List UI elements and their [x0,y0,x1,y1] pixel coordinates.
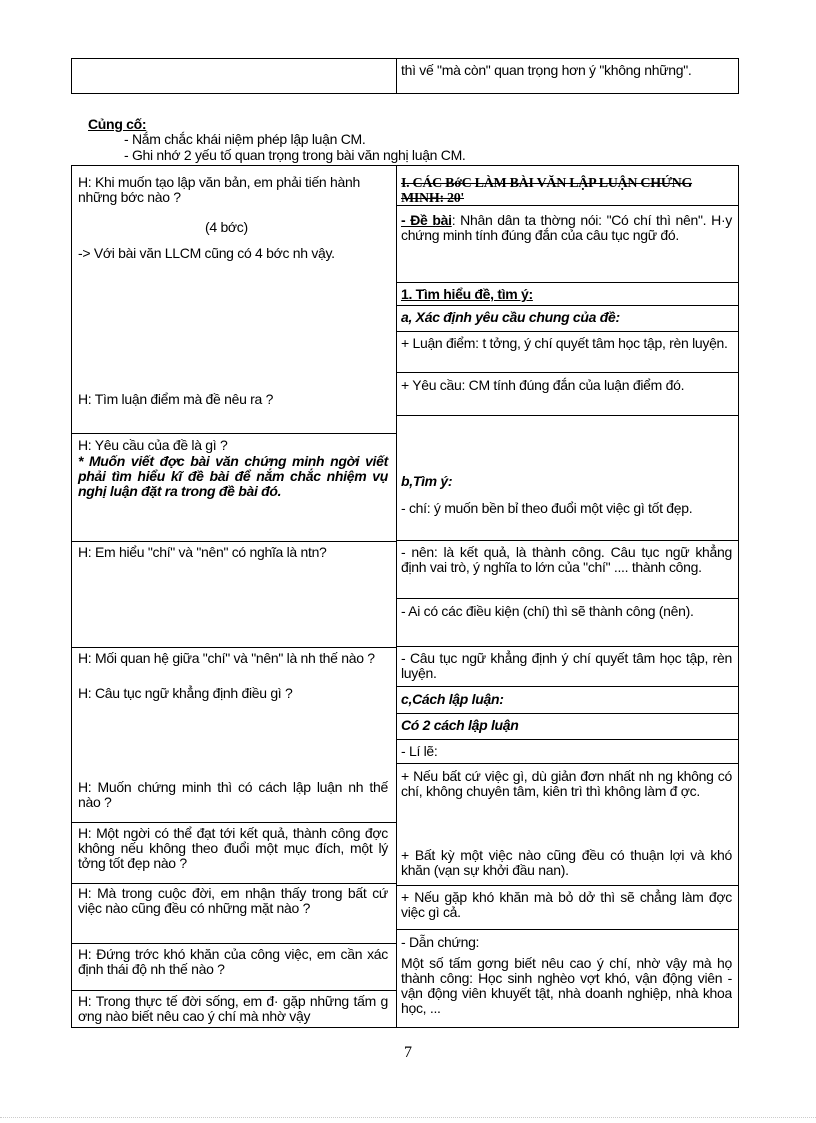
right-row-line [396,646,739,647]
right-row-line [396,305,739,306]
left-q2: H: Tìm luận điểm mà đề nêu ra ? [78,391,274,407]
right-li-le: - Lí lẽ: [401,743,438,759]
right-de-bai [401,213,732,243]
page-bottom-divider [0,1117,816,1118]
right-heading: I. CÁC BớC LÀM BÀI VĂN LẬP LUẬN CHỨNG MINH: 20' [401,176,693,206]
left-row-line [71,943,396,944]
right-co2: Có 2 cách lập luận [401,717,519,733]
right-row-line [396,929,739,930]
left-row-line [71,541,396,542]
page-number: 7 [404,1044,412,1061]
main-table-divider [396,165,397,1028]
right-row-line [396,331,739,332]
right-dan-chung: - Dẫn chứng: [401,934,480,950]
right-row-line [396,598,739,599]
left-q8: H: Một ngời có thể đạt tới kết quả, thành công đợc không nếu không theo đuổi một mục đích, một lý tởng tốt đẹp nào ? [78,825,388,871]
right-row-line [396,686,739,687]
cung-co-item-2: - Ghi nhớ 2 yếu tố quan trọng trong bài văn nghị luận CM. [124,148,466,163]
left-row-line [71,433,396,434]
left-q4: H: Em hiểu "chí" và "nên" có nghĩa là ntn? [78,544,327,560]
cung-co-item-1: - Nắm chắc khái niệm phép lập luận CM. [124,131,366,147]
right-s1: 1. Tìm hiểu đề, tìm ý: [401,286,533,302]
right-chi: - chí: ý muốn bền bỉ theo đuổi một việc gì tốt đẹp. [401,500,693,516]
top-table-right-cell: thì vế "mà còn" quan trọng hơn ý "không những". [401,63,692,78]
right-s1b: b,Tìm ý: [401,473,453,489]
right-row-line [396,282,739,283]
right-mot-so: Một số tấm gơng biết nêu cao ý chí, nhờ vậy mà họ thành công: Học sinh nghèo vợt khó, vận động viên - vận động viên khuyết tật, nhà doanh nghiệp, nhà khoa học, ... [401,956,732,1016]
right-row-line [396,540,739,541]
right-row-line [396,205,739,206]
left-q5: H: Mối quan hệ giữa "chí" và "nên" là nh thế nào ? [78,650,375,666]
right-row-line [396,415,739,416]
right-row-line [396,763,739,764]
right-row-line [396,713,739,714]
right-neu-gap: + Nếu gặp khó khăn mà bỏ dở thì sẽ chẳng làm đợc việc gì cả. [401,889,732,920]
de-bai-label: - Đề bài [401,212,452,228]
right-row-line [396,885,739,886]
left-q3-note: * Muốn viết đợc bài văn chứng minh ngời viết phải tìm hiểu kĩ đề bài để nắm chắc nhiệm vụ nghị luận đặt ra trong đề bài đó. [78,453,388,499]
right-yeu-cau: + Yêu cầu: CM tính đúng đắn của luận điểm đó. [401,377,685,393]
left-row-line [71,883,396,884]
de-bai-text: : Nhân dân ta thờng nói: "Có chí thì nên". H·y chứng minh tính đúng đắn của câu tục ngữ đó. [401,212,733,243]
right-neu-bat-cu: + Nếu bất cứ việc gì, dù giản đơn nhất nh ng không có chí, không chuyên tâm, kiên trì thì không làm đ ợc. [401,768,732,799]
right-s1c: c,Cách lập luận: [401,691,504,707]
cung-co-title: Củng cố: [88,116,147,132]
left-q9: H: Mà trong cuộc đời, em nhận thấy trong bất cứ việc nào cũng đều có những mặt nào ? [78,885,388,916]
left-row-line [71,647,396,648]
right-ai-co: - Ai có các điều kiện (chí) thì sẽ thành công (nên). [401,603,694,619]
left-q1-note: -> Với bài văn LLCM cũng có 4 bớc nh vậy. [78,245,335,261]
left-q6: H: Câu tục ngữ khẳng định điều gì ? [78,685,293,701]
right-s1a: a, Xác định yêu cầu chung của đề: [401,309,620,325]
right-bat-ky: + Bất kỳ một việc nào cũng đều có thuận lợi và khó khăn (vạn sự khởi đầu nan). [401,847,732,878]
right-luan-diem: + Luận điểm: t tởng, ý chí quyết tâm học tập, rèn luyện. [401,335,728,351]
right-row-line [396,372,739,373]
top-table-divider [396,58,397,94]
left-q10: H: Đứng trớc khó khăn của công việc, em cần xác định thái độ nh thế nào ? [78,946,388,977]
left-q7: H: Muốn chứng minh thì có cách lập luận nh thế nào ? [78,779,388,810]
left-q1-answer: (4 bớc) [205,219,248,235]
right-row-line [396,739,739,740]
left-q1: H: Khi muốn tạo lập văn bản, em phải tiến hành những bớc nào ? [78,174,360,205]
left-row-line [71,990,396,991]
left-row-line [71,822,396,823]
right-cau-tuc-ngu: - Câu tục ngữ khẳng định ý chí quyết tâm học tập, rèn luyện. [401,650,732,681]
right-nen: - nên: là kết quả, là thành công. Câu tục ngữ khẳng định vai trò, ý nghĩa to lớn của "chí" .... thành công. [401,544,732,575]
left-q11: H: Trong thực tế đời sống, em đ· gặp những tấm g ơng nào biết nêu cao ý chí mà nhờ vậy [78,994,388,1024]
left-q3: H: Yêu cầu của đề là gì ? [78,437,228,453]
